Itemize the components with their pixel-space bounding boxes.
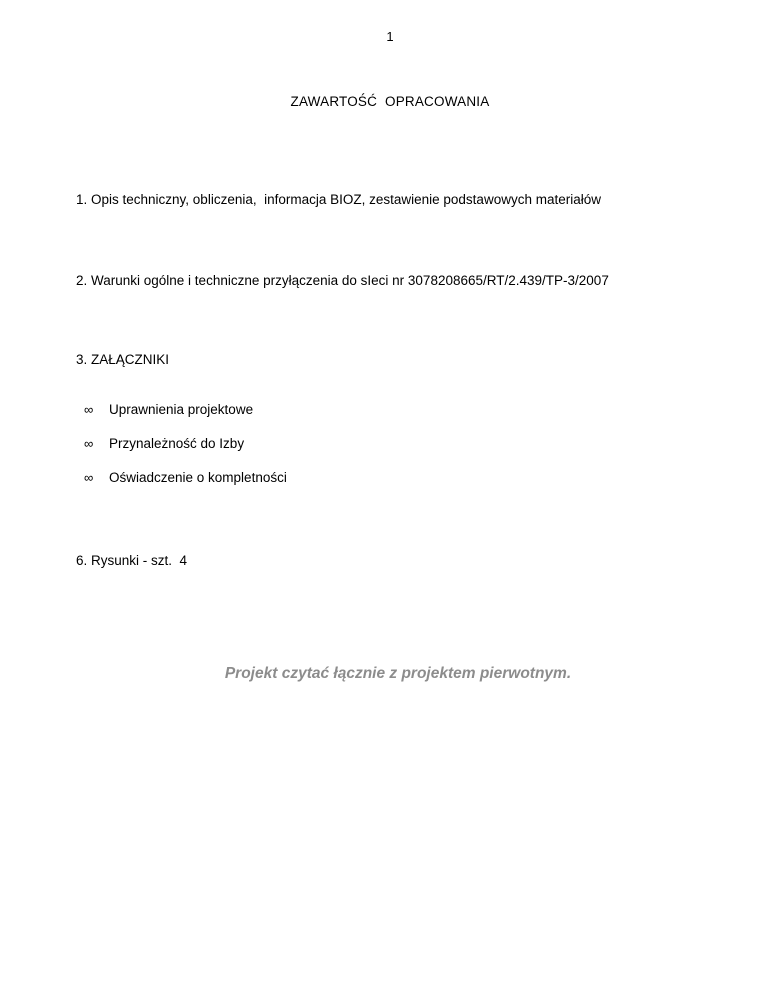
infinity-bullet-icon: ∞ <box>84 436 94 451</box>
attachment-label: Uprawnienia projektowe <box>109 402 254 417</box>
attachment-label: Oświadczenie o kompletności <box>109 470 287 485</box>
document-title: ZAWARTOŚĆ OPRACOWANIA <box>290 94 490 109</box>
infinity-bullet-icon: ∞ <box>84 470 94 485</box>
project-note: Projekt czytać łącznie z projektem pierwotnym. <box>224 665 572 682</box>
page-number: 1 <box>386 29 394 44</box>
contents-item-6: 6. Rysunki - szt. 4 <box>76 553 188 568</box>
contents-item-2: 2. Warunki ogólne i techniczne przyłączenia do sIeci nr 3078208665/RT/2.439/TP-3/2007 <box>76 273 609 288</box>
contents-item-1: 1. Opis techniczny, obliczenia, informacja BIOZ, zestawienie podstawowych materiałów <box>76 192 601 207</box>
list-item <box>84 402 287 436</box>
attachment-label: Przynależność do Izby <box>109 436 245 451</box>
list-item <box>84 470 287 504</box>
attachments-list <box>84 402 287 504</box>
list-item <box>84 436 287 470</box>
contents-item-3: 3. ZAŁĄCZNIKI <box>76 352 170 367</box>
infinity-bullet-icon: ∞ <box>84 402 94 417</box>
